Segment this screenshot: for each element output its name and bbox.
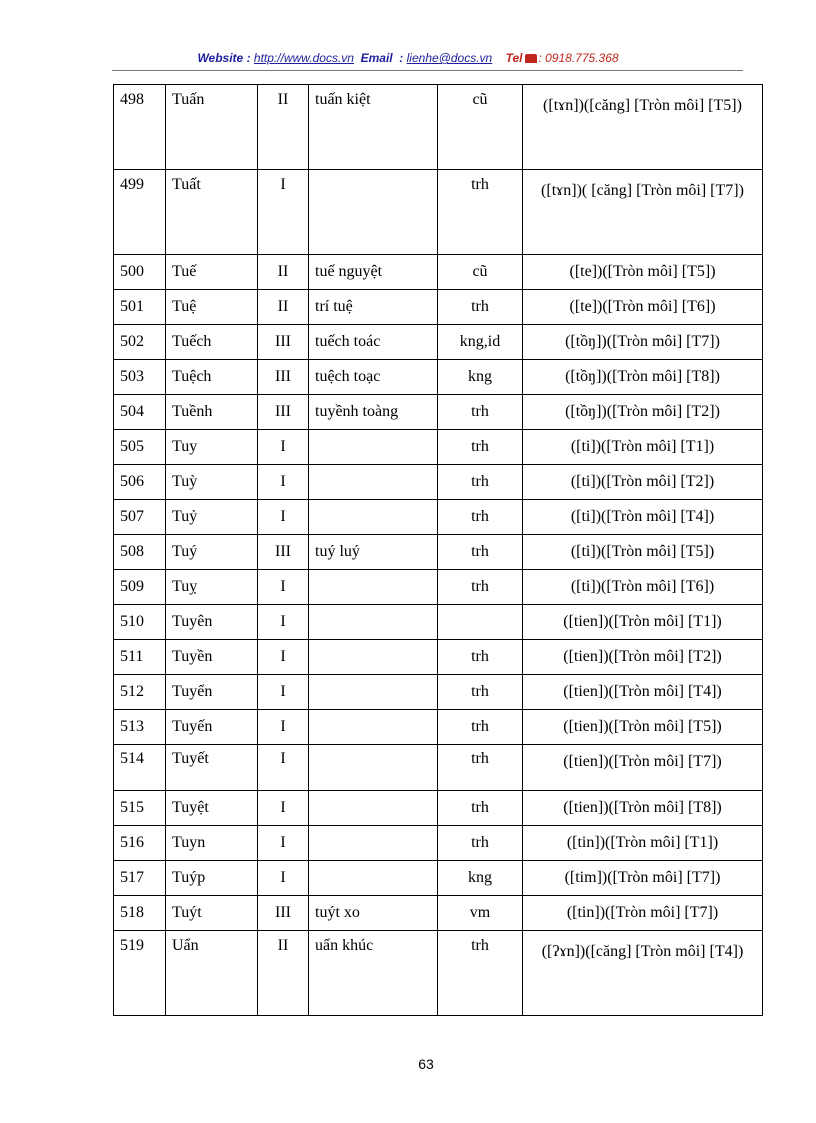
entry-word: Tuềnh bbox=[166, 395, 258, 430]
entry-type: trh bbox=[438, 745, 523, 791]
entry-word: Tuất bbox=[166, 170, 258, 255]
entry-class: II bbox=[258, 290, 309, 325]
entry-class: I bbox=[258, 605, 309, 640]
entry-example bbox=[309, 430, 438, 465]
entry-word: Tuyên bbox=[166, 605, 258, 640]
entry-example: tuệch toạc bbox=[309, 360, 438, 395]
entry-number: 500 bbox=[114, 255, 166, 290]
entry-number: 519 bbox=[114, 931, 166, 1016]
entry-transcription: ([ti])([Tròn môi] [T6]) bbox=[523, 570, 763, 605]
entry-transcription: ([tien])([Tròn môi] [T7]) bbox=[523, 745, 763, 791]
page-number: 63 bbox=[418, 1056, 434, 1072]
website-label: Website bbox=[197, 51, 244, 65]
entry-word: Tuýt bbox=[166, 896, 258, 931]
entry-example bbox=[309, 745, 438, 791]
entry-example bbox=[309, 826, 438, 861]
entry-class: I bbox=[258, 675, 309, 710]
entry-number: 514 bbox=[114, 745, 166, 791]
entry-type: kng bbox=[438, 360, 523, 395]
table-row bbox=[114, 745, 763, 791]
entry-type: trh bbox=[438, 170, 523, 255]
entry-transcription: ([ti])([Tròn môi] [T4]) bbox=[523, 500, 763, 535]
entry-example: tuếch toác bbox=[309, 325, 438, 360]
entry-number: 509 bbox=[114, 570, 166, 605]
entry-example bbox=[309, 791, 438, 826]
entry-number: 518 bbox=[114, 896, 166, 931]
entry-example bbox=[309, 861, 438, 896]
entry-example bbox=[309, 605, 438, 640]
entry-type: trh bbox=[438, 931, 523, 1016]
entry-word: Tuýp bbox=[166, 861, 258, 896]
entry-example bbox=[309, 710, 438, 745]
entry-type: vm bbox=[438, 896, 523, 931]
entry-word: Tuyệt bbox=[166, 791, 258, 826]
entry-example bbox=[309, 500, 438, 535]
entry-transcription: ([tin])([Tròn môi] [T1]) bbox=[523, 826, 763, 861]
header-divider bbox=[112, 70, 743, 71]
entry-word: Tuý bbox=[166, 535, 258, 570]
entry-word: Tuyn bbox=[166, 826, 258, 861]
entry-type bbox=[438, 605, 523, 640]
entry-type: cũ bbox=[438, 85, 523, 170]
email-link[interactable]: lienhe@docs.vn bbox=[406, 51, 493, 65]
entry-type: trh bbox=[438, 791, 523, 826]
entry-word: Tuyến bbox=[166, 710, 258, 745]
entry-type: trh bbox=[438, 290, 523, 325]
entry-transcription: ([tồŋ])([Tròn môi] [T7]) bbox=[523, 325, 763, 360]
entry-word: Uẩn bbox=[166, 931, 258, 1016]
entry-transcription: ([te])([Tròn môi] [T6]) bbox=[523, 290, 763, 325]
entry-transcription: ([tien])([Tròn môi] [T5]) bbox=[523, 710, 763, 745]
entry-transcription: ([ti])([Tròn môi] [T1]) bbox=[523, 430, 763, 465]
entry-type: cũ bbox=[438, 255, 523, 290]
entry-class: III bbox=[258, 360, 309, 395]
table-row bbox=[114, 255, 763, 290]
entry-number: 502 bbox=[114, 325, 166, 360]
entry-example: tuế nguyệt bbox=[309, 255, 438, 290]
entry-number: 503 bbox=[114, 360, 166, 395]
entry-number: 498 bbox=[114, 85, 166, 170]
entry-type: kng bbox=[438, 861, 523, 896]
dictionary-table-body bbox=[114, 85, 763, 1016]
entry-class: I bbox=[258, 826, 309, 861]
entry-class: III bbox=[258, 535, 309, 570]
entry-transcription: ([tien])([Tròn môi] [T1]) bbox=[523, 605, 763, 640]
entry-class: I bbox=[258, 640, 309, 675]
entry-transcription: ([tin])([Tròn môi] [T7]) bbox=[523, 896, 763, 931]
table-row bbox=[114, 861, 763, 896]
table-row bbox=[114, 640, 763, 675]
entry-number: 507 bbox=[114, 500, 166, 535]
entry-class: I bbox=[258, 570, 309, 605]
email-label: Email bbox=[360, 51, 393, 65]
table-row bbox=[114, 931, 763, 1016]
tel-value: : 0918.775.368 bbox=[538, 51, 619, 65]
entry-type: trh bbox=[438, 535, 523, 570]
phone-icon bbox=[525, 54, 537, 63]
entry-number: 517 bbox=[114, 861, 166, 896]
entry-transcription: ([ʔɤn])([căng] [Tròn môi] [T4]) bbox=[523, 931, 763, 1016]
entry-number: 513 bbox=[114, 710, 166, 745]
page-header: Website : http://www.docs.vn Email : lienhe@docs.vn Tel : 0918.775.368 bbox=[197, 51, 619, 65]
entry-number: 508 bbox=[114, 535, 166, 570]
entry-word: Tuyền bbox=[166, 640, 258, 675]
entry-number: 504 bbox=[114, 395, 166, 430]
table-row bbox=[114, 290, 763, 325]
entry-word: Tuyển bbox=[166, 675, 258, 710]
entry-class: III bbox=[258, 325, 309, 360]
entry-transcription: ([tien])([Tròn môi] [T4]) bbox=[523, 675, 763, 710]
entry-number: 501 bbox=[114, 290, 166, 325]
entry-word: Tuếch bbox=[166, 325, 258, 360]
entry-word: Tuỷ bbox=[166, 500, 258, 535]
entry-word: Tuấn bbox=[166, 85, 258, 170]
entry-transcription: ([tồŋ])([Tròn môi] [T2]) bbox=[523, 395, 763, 430]
entry-word: Tuệch bbox=[166, 360, 258, 395]
table-row bbox=[114, 430, 763, 465]
entry-class: III bbox=[258, 896, 309, 931]
entry-transcription: ([tien])([Tròn môi] [T2]) bbox=[523, 640, 763, 675]
entry-type: trh bbox=[438, 430, 523, 465]
table-row bbox=[114, 535, 763, 570]
entry-transcription: ([te])([Tròn môi] [T5]) bbox=[523, 255, 763, 290]
entry-example: trí tuệ bbox=[309, 290, 438, 325]
entry-example bbox=[309, 640, 438, 675]
entry-example bbox=[309, 170, 438, 255]
entry-word: Tuỵ bbox=[166, 570, 258, 605]
table-row bbox=[114, 896, 763, 931]
entry-number: 511 bbox=[114, 640, 166, 675]
table-row bbox=[114, 465, 763, 500]
table-row bbox=[114, 500, 763, 535]
entry-number: 505 bbox=[114, 430, 166, 465]
table-row bbox=[114, 710, 763, 745]
entry-number: 506 bbox=[114, 465, 166, 500]
entry-type: trh bbox=[438, 500, 523, 535]
website-link[interactable]: http://www.docs.vn bbox=[253, 51, 354, 65]
entry-word: Tuế bbox=[166, 255, 258, 290]
table-row bbox=[114, 360, 763, 395]
entry-class: I bbox=[258, 861, 309, 896]
entry-example: tuyềnh toàng bbox=[309, 395, 438, 430]
entry-transcription: ([tồŋ])([Tròn môi] [T8]) bbox=[523, 360, 763, 395]
entry-class: I bbox=[258, 710, 309, 745]
entry-type: trh bbox=[438, 640, 523, 675]
entry-transcription: ([tien])([Tròn môi] [T8]) bbox=[523, 791, 763, 826]
entry-transcription: ([ti])([Tròn môi] [T5]) bbox=[523, 535, 763, 570]
entry-type: trh bbox=[438, 826, 523, 861]
table-row bbox=[114, 675, 763, 710]
entry-example bbox=[309, 570, 438, 605]
table-row bbox=[114, 826, 763, 861]
entry-example: tuý luý bbox=[309, 535, 438, 570]
tel-label: Tel bbox=[505, 51, 523, 65]
entry-word: Tuy bbox=[166, 430, 258, 465]
table-row bbox=[114, 395, 763, 430]
entry-transcription: ([tɤn])( [căng] [Tròn môi] [T7]) bbox=[523, 170, 763, 255]
entry-number: 515 bbox=[114, 791, 166, 826]
entry-class: II bbox=[258, 85, 309, 170]
entry-class: I bbox=[258, 430, 309, 465]
entry-class: II bbox=[258, 931, 309, 1016]
entry-type: trh bbox=[438, 395, 523, 430]
entry-type: trh bbox=[438, 570, 523, 605]
entry-type: trh bbox=[438, 675, 523, 710]
entry-word: Tuyết bbox=[166, 745, 258, 791]
table-row bbox=[114, 325, 763, 360]
entry-class: II bbox=[258, 255, 309, 290]
entry-example bbox=[309, 465, 438, 500]
entry-number: 510 bbox=[114, 605, 166, 640]
entry-class: III bbox=[258, 395, 309, 430]
entry-word: Tuệ bbox=[166, 290, 258, 325]
entry-word: Tuỳ bbox=[166, 465, 258, 500]
entry-transcription: ([tim])([Tròn môi] [T7]) bbox=[523, 861, 763, 896]
table-row bbox=[114, 85, 763, 170]
entry-class: I bbox=[258, 791, 309, 826]
table-row bbox=[114, 791, 763, 826]
entry-example: tuấn kiệt bbox=[309, 85, 438, 170]
entry-example: uẩn khúc bbox=[309, 931, 438, 1016]
entry-example: tuýt xo bbox=[309, 896, 438, 931]
entry-class: I bbox=[258, 170, 309, 255]
entry-type: trh bbox=[438, 710, 523, 745]
entry-type: trh bbox=[438, 465, 523, 500]
table-row bbox=[114, 605, 763, 640]
entry-type: kng,id bbox=[438, 325, 523, 360]
table-row bbox=[114, 170, 763, 255]
entry-class: I bbox=[258, 500, 309, 535]
entry-transcription: ([tɤn])([căng] [Tròn môi] [T5]) bbox=[523, 85, 763, 170]
entry-number: 512 bbox=[114, 675, 166, 710]
entry-transcription: ([ti])([Tròn môi] [T2]) bbox=[523, 465, 763, 500]
entry-class: I bbox=[258, 745, 309, 791]
entry-number: 499 bbox=[114, 170, 166, 255]
dictionary-table bbox=[113, 84, 763, 1016]
entry-class: I bbox=[258, 465, 309, 500]
table-row bbox=[114, 570, 763, 605]
entry-example bbox=[309, 675, 438, 710]
entry-number: 516 bbox=[114, 826, 166, 861]
